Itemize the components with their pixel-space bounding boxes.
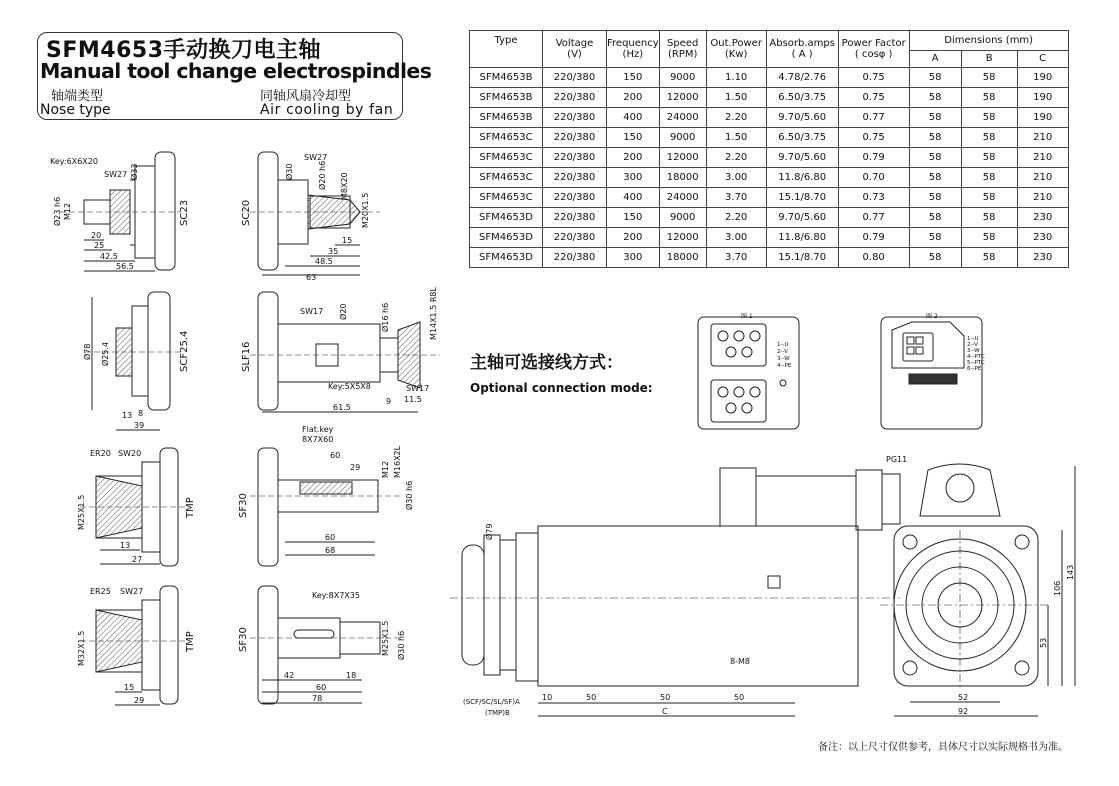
sc20-d2: Ø20 h6 [318,160,327,190]
fig1-legend-3: 3--W [777,356,790,362]
col-power: Out.Power (Kw) [706,31,766,68]
table-cell: 400 [607,108,660,128]
sf30b-l3: 60 [316,683,327,692]
tmp2-er: ER25 [90,587,111,596]
fig2-legend-4: 4--PTC [967,354,985,360]
tmp1-l1: 13 [120,541,131,550]
nose-sf30a-drawing [238,425,414,566]
scf254-l2: 8 [138,409,144,418]
table-cell: 1.50 [706,88,766,108]
main-pg11: PG11 [886,455,908,464]
tmp1-name: TMP [185,497,196,518]
table-cell: 58 [909,108,961,128]
table-cell: 400 [607,188,660,208]
fig1-legend-4: 4--PE [777,363,792,369]
tmp2-l2: 29 [134,696,145,705]
sf30b-d1: M25X1.5 [381,620,390,656]
scf254-name: SCF25.4 [179,330,190,372]
table-cell: 11.8/6.80 [766,168,838,188]
table-cell: 58 [961,208,1017,228]
table-cell: 220/380 [543,128,607,148]
table-cell: 58 [961,248,1017,268]
table-cell: 150 [607,208,660,228]
tmp1-er: ER20 [90,449,111,458]
sc23-l4: 56.5 [116,262,134,271]
col-pf: Power Factor ( cosφ ) [838,31,909,68]
table-cell: 1.10 [706,68,766,88]
table-cell: 58 [961,108,1017,128]
table-cell: 0.79 [838,148,909,168]
nose-scf254-drawing [82,292,190,430]
tmp2-d1: M32X1.5 [77,630,86,666]
table-cell: SFM4653B [470,68,543,88]
table-cell: 58 [909,228,961,248]
table-cell: 3.70 [706,188,766,208]
table-cell: 24000 [659,188,706,208]
table-cell: 210 [1017,148,1068,168]
main-lb1: (SCF/SC/SL/SF)A [463,698,520,706]
table-cell: 200 [607,228,660,248]
slf16-sw: SW17 [300,307,324,316]
fig2-legend-1: 1--U [967,336,979,342]
table-cell: 58 [909,128,961,148]
main-w92: 92 [958,707,969,716]
nose-sf30b-drawing [238,586,406,704]
col-speed: Speed (RPM) [659,31,706,68]
table-cell: SFM4653C [470,128,543,148]
tmp1-sw: SW20 [118,449,142,458]
main-l10: 10 [542,693,553,702]
table-cell: 18000 [659,168,706,188]
slf16-l3: 61.5 [333,403,351,412]
table-cell: 58 [909,88,961,108]
sf30a-l4: 68 [325,546,336,555]
table-cell: 230 [1017,208,1068,228]
nose-sc23-drawing [50,152,190,271]
main-l50b: 50 [660,693,671,702]
table-cell: 220/380 [543,148,607,168]
connection-figure-2 [881,312,985,429]
col-voltage: Voltage (V) [543,31,607,68]
table-cell: 9.70/5.60 [766,208,838,228]
fig2-title: 图 2 [926,313,938,320]
sc23-d2: Ø23 h6 [53,196,62,226]
table-cell: 58 [909,248,961,268]
main-d79: Ø79 [485,523,494,540]
tmp2-sw: SW27 [120,587,144,596]
table-cell: 6.50/3.75 [766,88,838,108]
col-dims: Dimensions (mm) [909,31,1068,51]
table-cell: SFM4653C [470,168,543,188]
connection-figure-1 [698,312,799,429]
table-cell: 150 [607,128,660,148]
table-cell: 200 [607,148,660,168]
table-cell: 0.70 [838,168,909,188]
slf16-key: Key:5X5X8 [328,382,371,391]
table-cell: 0.79 [838,228,909,248]
nose-slf16-drawing [241,287,440,412]
table-cell: 200 [607,88,660,108]
table-cell: 230 [1017,228,1068,248]
table-cell: 9000 [659,208,706,228]
table-cell: 3.00 [706,168,766,188]
nose-tmp2-drawing [77,586,196,705]
table-cell: 0.75 [838,88,909,108]
sc20-d4: M20X1.5 [361,192,370,228]
sc20-name: SC20 [241,199,252,226]
sf30a-key: Flat.key [302,425,334,434]
sf30a-key2: 8X7X60 [302,435,334,444]
table-cell: 300 [607,168,660,188]
sc23-name: SC23 [179,199,190,226]
table-cell: SFM4653D [470,208,543,228]
table-cell: 220/380 [543,68,607,88]
sf30a-d2: M16X2L [393,445,402,478]
tmp2-l1: 15 [124,683,135,692]
table-cell: 6.50/3.75 [766,128,838,148]
fig2-legend-2: 2--V [967,342,978,348]
table-cell: 220/380 [543,248,607,268]
table-cell: 0.77 [838,108,909,128]
table-cell: 210 [1017,128,1068,148]
sc23-d3: M12 [63,202,72,220]
connection-title-en: Optional connection mode: [470,381,653,395]
table-cell: 58 [961,128,1017,148]
table-cell: 220/380 [543,88,607,108]
sf30a-d1: M12 [381,460,390,478]
table-cell: 300 [607,248,660,268]
table-cell: SFM4653B [470,108,543,128]
sc23-l1: 20 [91,231,102,240]
sc20-sw: SW27 [304,153,328,162]
sc20-l1: 15 [342,236,353,245]
table-cell: SFM4653C [470,188,543,208]
sf30a-l2: 29 [350,463,361,472]
col-c: C [1017,50,1068,67]
nose-tmp1-drawing [77,448,196,566]
title-cn: SFM4653手动换刀电主轴 [46,38,321,63]
sc20-l3: 48.5 [315,257,333,266]
table-cell: 0.80 [838,248,909,268]
connection-title-cn: 主轴可选接线方式： [470,353,623,373]
table-cell: 58 [961,228,1017,248]
table-cell: 1.50 [706,128,766,148]
table-cell: 11.8/6.80 [766,228,838,248]
table-cell: 210 [1017,168,1068,188]
table-cell: 58 [961,168,1017,188]
table-cell: 190 [1017,88,1068,108]
table-cell: 150 [607,68,660,88]
fig2-legend-6: 6--PE [967,366,982,372]
table-cell: 58 [909,148,961,168]
cooling-label-cn: 同轴风扇冷却型 [260,89,352,104]
table-cell: 0.73 [838,188,909,208]
col-frequency: Frequency (Hz) [607,31,660,68]
sf30a-d3: Ø30 h6 [405,480,414,510]
sc23-key: Key:6X6X20 [50,157,98,166]
main-h106: 106 [1053,580,1062,596]
slf16-sw2: SW17 [406,384,430,393]
col-a: A [909,50,961,67]
sc23-d1: Ø33 [130,163,139,180]
tmp1-l2: 27 [132,555,143,564]
table-cell: 2.20 [706,148,766,168]
scf254-d1: Ø78 [83,343,92,360]
spindle-side-view [450,455,907,717]
table-cell: 3.00 [706,228,766,248]
table-cell: 0.75 [838,68,909,88]
sf30b-d2: Ø30 h6 [397,630,406,660]
nose-label-cn: 轴端类型 [51,89,104,104]
table-cell: 9000 [659,128,706,148]
table-cell: 58 [961,188,1017,208]
table-cell: 0.75 [838,128,909,148]
table-cell: 58 [961,148,1017,168]
fig1-legend-2: 2--V [777,349,788,355]
table-cell: 2.20 [706,208,766,228]
table-cell: 190 [1017,108,1068,128]
scf254-d2: Ø25.4 [101,341,110,366]
table-cell: 220/380 [543,108,607,128]
table-cell: 220/380 [543,188,607,208]
main-l50c: 50 [734,693,745,702]
table-cell: 58 [909,68,961,88]
table-cell: 15.1/8.70 [766,188,838,208]
sc20-d1: Ø30 [285,163,294,180]
table-cell: 9000 [659,68,706,88]
col-b: B [961,50,1017,67]
main-m8: 8-M8 [730,657,750,666]
tmp2-name: TMP [185,631,196,652]
table-cell: SFM4653D [470,228,543,248]
sf30b-l1: 42 [284,671,295,680]
scf254-l3: 39 [134,421,145,430]
table-cell: 4.78/2.76 [766,68,838,88]
table-cell: 12000 [659,228,706,248]
fig1-title: 图 1 [741,313,753,320]
table-cell: 12000 [659,88,706,108]
table-cell: SFM4653D [470,248,543,268]
table-cell: SFM4653B [470,88,543,108]
table-cell: 58 [909,188,961,208]
sf30b-key: Key:8X7X35 [312,591,360,600]
fig2-legend-3: 3--W [967,348,980,354]
main-h53: 53 [1039,637,1048,648]
table-cell: 12000 [659,148,706,168]
table-cell: 58 [909,168,961,188]
table-cell: 2.20 [706,108,766,128]
sc20-l2: 35 [328,247,339,256]
table-cell: SFM4653C [470,148,543,168]
main-w52: 52 [958,693,969,702]
table-cell: 18000 [659,248,706,268]
sc20-l4: 63 [306,273,317,282]
table-cell: 230 [1017,248,1068,268]
fig2-legend-5: 5--PTC [967,360,985,366]
table-cell: 58 [909,208,961,228]
table-cell: 220/380 [543,168,607,188]
col-type: Type [470,31,543,68]
table-cell: 58 [961,68,1017,88]
slf16-name: SLF16 [241,341,252,372]
main-l50a: 50 [586,693,597,702]
tmp1-d1: M25X1.5 [77,494,86,530]
main-h143: 143 [1066,564,1075,580]
sf30b-name: SF30 [238,627,249,652]
cooling-label-en: Air cooling by fan [260,102,394,118]
slf16-d2: Ø16 h6 [381,302,390,332]
main-lb2: (TMP)B [485,709,510,717]
spindle-front-view [880,464,1075,716]
nose-sc20-drawing [241,152,380,282]
sc20-d3: M8X20 [340,172,349,200]
sf30b-l4: 78 [312,694,323,703]
slf16-d3: M14X1.5 R8L [429,287,438,340]
table-cell: 15.1/8.70 [766,248,838,268]
nose-label-en: Nose type [40,102,111,118]
table-cell: 0.77 [838,208,909,228]
main-lc: C [662,707,668,716]
footnote: 备注：以上尺寸仅供参考，具体尺寸以实际规格书为准。 [818,742,1068,753]
table-cell: 58 [961,88,1017,108]
table-cell: 3.70 [706,248,766,268]
slf16-d1: Ø20 [339,303,348,320]
table-cell: 220/380 [543,208,607,228]
title-en: Manual tool change electrospindles [40,59,432,83]
sc23-sw: SW27 [104,170,128,179]
scf254-l1: 13 [122,411,133,420]
table-cell: 9.70/5.60 [766,148,838,168]
sf30a-name: SF30 [238,493,249,518]
slf16-l2: 11.5 [404,395,422,404]
slf16-l1: 9 [386,397,392,406]
table-cell: 24000 [659,108,706,128]
sf30a-l1: 60 [330,451,341,460]
fig1-legend-1: 1--U [777,342,789,348]
table-cell: 9.70/5.60 [766,108,838,128]
table-cell: 210 [1017,188,1068,208]
table-cell: 220/380 [543,228,607,248]
table-cell: 190 [1017,68,1068,88]
sc23-l2: 25 [94,241,105,250]
col-amps: Absorb.amps ( A ) [766,31,838,68]
sf30a-l3: 60 [325,533,336,542]
sf30b-l2: 18 [346,671,357,680]
sc23-l3: 42.5 [100,252,118,261]
